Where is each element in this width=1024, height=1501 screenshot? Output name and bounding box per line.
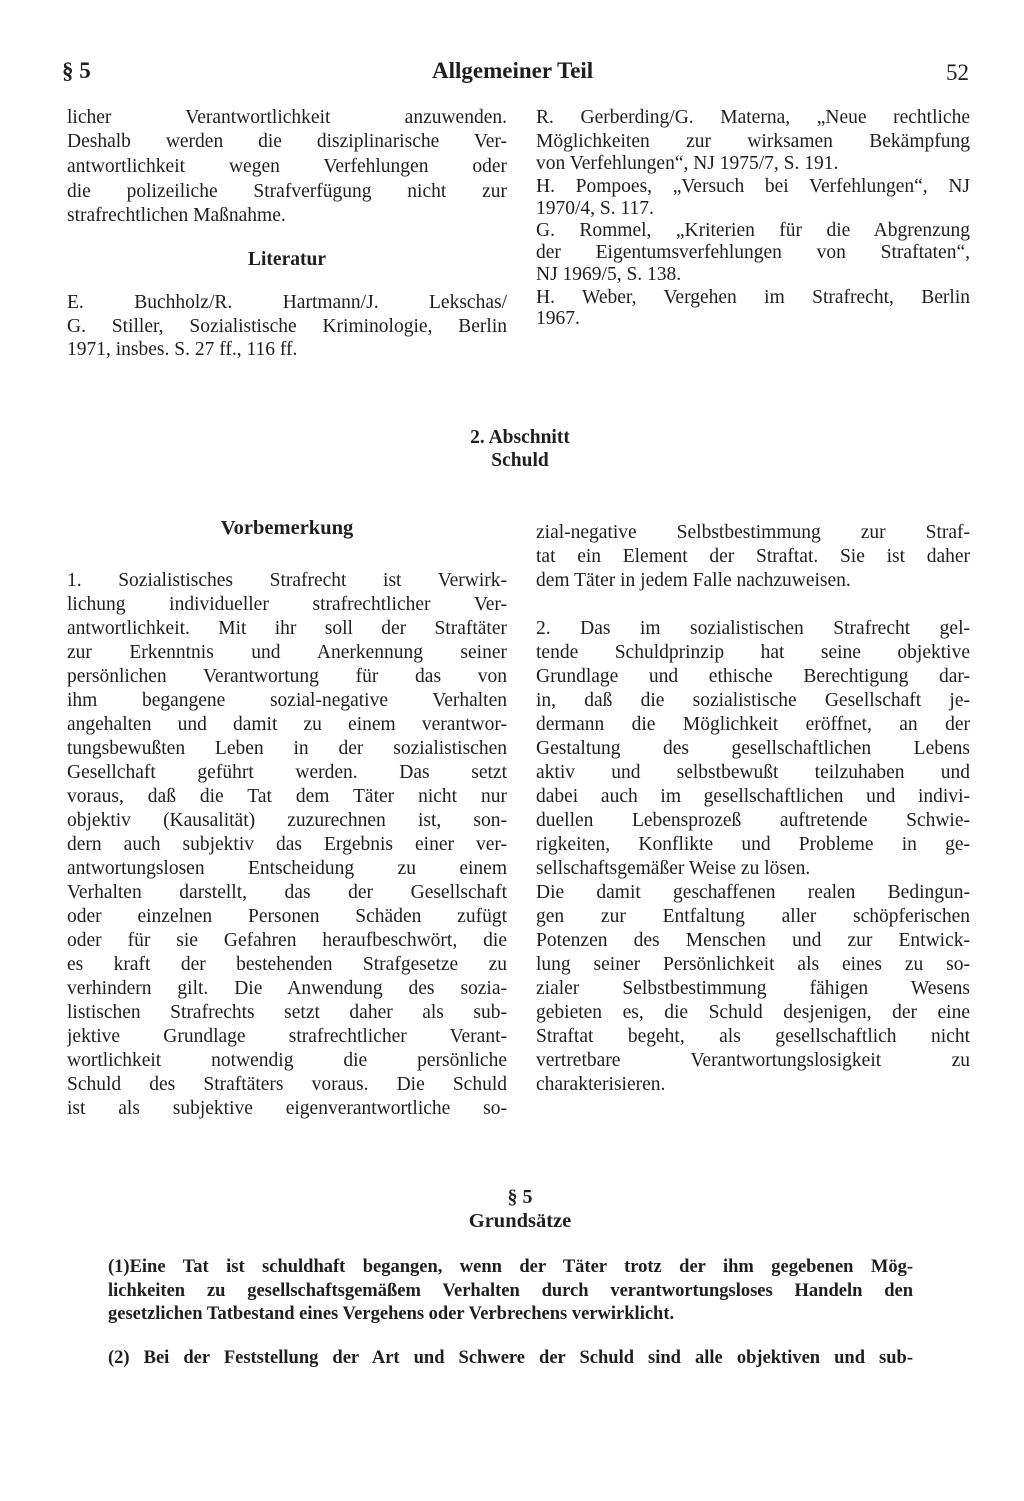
- chapter-title: Schuld: [491, 450, 549, 471]
- body-line: Straftat begeht, als gesellschaftlich nicht: [536, 1026, 970, 1047]
- body-line: tende Schuldprinzip hat seine objektive: [536, 642, 970, 663]
- body-line: Die damit geschaffenen realen Bedingun-: [536, 882, 970, 903]
- body-line: ist als subjektive eigenverantwortliche so-: [67, 1098, 507, 1119]
- body-line: antwortlichkeit. Mit ihr soll der Straftäter: [67, 618, 507, 639]
- text-line: die polizeiliche Strafverfügung nicht zur: [67, 181, 507, 202]
- paragraph-title: Grundsätze: [468, 1210, 572, 1232]
- text-line: strafrechtlichen Maßnahme.: [67, 205, 286, 226]
- literature-entry-line: G. Stiller, Sozialistische Kriminologie, Berlin: [67, 316, 507, 337]
- body-line: Potenzen des Menschen und zur Entwick-: [536, 930, 970, 951]
- literature-entry-line: 1971, insbes. S. 27 ff., 116 ff.: [67, 339, 298, 360]
- body-line: rigkeiten, Konflikte und Probleme in ge-: [536, 834, 970, 855]
- body-line: vertretbare Verantwortungslosigkeit zu: [536, 1050, 970, 1071]
- body-line: Gesellchaft geführt werden. Das setzt: [67, 762, 507, 783]
- body-line: oder für sie Gefahren heraufbeschwört, die: [67, 930, 507, 951]
- body-line: dermann die Möglichkeit eröffnet, an der: [536, 714, 970, 735]
- statute-line: (1)Eine Tat ist schuldhaft begangen, wenn der Täter trotz der ihm gegebenen Mög-: [108, 1257, 913, 1277]
- literature-entry-line: H. Pompoes, „Versuch bei Verfehlungen“, NJ: [536, 176, 970, 197]
- literature-entry-line: G. Rommel, „Kriterien für die Abgrenzung: [536, 220, 970, 241]
- running-header-section: § 5: [62, 58, 91, 83]
- body-line: angehalten und damit zu einem verantwor-: [67, 714, 507, 735]
- literature-entry-line: 1970/4, S. 117.: [536, 198, 654, 219]
- vorbemerkung-heading: Vorbemerkung: [220, 517, 354, 539]
- body-line: Gestaltung des gesellschaftlichen Lebens: [536, 738, 970, 759]
- body-line: listischen Strafrechts setzt daher als sub-: [67, 1002, 507, 1023]
- text-line: antwortlichkeit wegen Verfehlungen oder: [67, 156, 507, 177]
- body-line: 1. Sozialistisches Strafrecht ist Verwirk-: [67, 570, 507, 591]
- body-line: sellschaftsgemäßer Weise zu lösen.: [536, 858, 811, 879]
- body-line: persönlichen Verantwortung für das von: [67, 666, 507, 687]
- body-line: zur Erkenntnis und Anerkennung seiner: [67, 642, 507, 663]
- page-number: 52: [946, 60, 969, 85]
- paragraph-number: § 5: [507, 1186, 533, 1208]
- body-line: verhindern gilt. Die Anwendung des sozia-: [67, 978, 507, 999]
- body-line: ihm begangene sozial-negative Verhalten: [67, 690, 507, 711]
- literature-entry-line: von Verfehlungen“, NJ 1975/7, S. 191.: [536, 153, 839, 174]
- literature-entry-line: E. Buchholz/R. Hartmann/J. Lekschas/: [67, 292, 507, 313]
- body-line: zialer Selbstbestimmung fähigen Wesens: [536, 978, 970, 999]
- statute-line: gesetzlichen Tatbestand eines Vergehens oder Verbrechens verwirklicht.: [108, 1304, 675, 1324]
- body-line: es kraft der bestehenden Strafgesetze zu: [67, 954, 507, 975]
- statute-line: lichkeiten zu gesellschaftsgemäßem Verhalten durch verantwortungsloses Handeln den: [108, 1281, 913, 1301]
- literature-entry-line: 1967.: [536, 308, 580, 329]
- running-header-title: Allgemeiner Teil: [432, 58, 594, 83]
- body-line: tat ein Element der Straftat. Sie ist daher: [536, 546, 970, 567]
- body-line: charakterisieren.: [536, 1074, 666, 1095]
- body-line: dern auch subjektiv das Ergebnis einer ver-: [67, 834, 507, 855]
- body-line: dabei auch im gesellschaftlichen und indivi-: [536, 786, 970, 807]
- text-line: Deshalb werden die disziplinarische Ver-: [67, 131, 507, 152]
- literatur-heading: Literatur: [248, 249, 326, 270]
- body-line: wortlichkeit notwendig die persönliche: [67, 1050, 507, 1071]
- text-line: licher Verantwortlichkeit anzuwenden.: [67, 107, 507, 128]
- body-line: aktiv und selbstbewußt teilzuhaben und: [536, 762, 970, 783]
- body-line: gebieten es, die Schuld desjenigen, der eine: [536, 1002, 970, 1023]
- body-line: tungsbewußten Leben in der sozialistischen: [67, 738, 507, 759]
- body-line: 2. Das im sozialistischen Strafrecht gel-: [536, 618, 970, 639]
- literature-entry-line: der Eigentumsverfehlungen von Straftaten“,: [536, 242, 970, 263]
- body-line: voraus, daß die Tat dem Täter nicht nur: [67, 786, 507, 807]
- body-line: gen zur Entfaltung aller schöpferischen: [536, 906, 970, 927]
- body-line: lichung individueller strafrechtlicher Ver-: [67, 594, 507, 615]
- literature-entry-line: NJ 1969/5, S. 138.: [536, 264, 682, 285]
- body-line: Grundlage und ethische Berechtigung dar-: [536, 666, 970, 687]
- literature-entry-line: H. Weber, Vergehen im Strafrecht, Berlin: [536, 287, 970, 308]
- literature-entry-line: R. Gerberding/G. Materna, „Neue rechtliche: [536, 107, 970, 128]
- body-line: objektiv (Kausalität) zuzurechnen ist, son-: [67, 810, 507, 831]
- body-line: lung seiner Persönlichkeit als eines zu so-: [536, 954, 970, 975]
- body-line: dem Täter in jedem Falle nachzuweisen.: [536, 570, 851, 591]
- body-line: Schuld des Straftäters voraus. Die Schuld: [67, 1074, 507, 1095]
- body-line: oder einzelnen Personen Schäden zufügt: [67, 906, 507, 927]
- body-line: jektive Grundlage strafrechtlicher Verant-: [67, 1026, 507, 1047]
- body-line: antwortungslosen Entscheidung zu einem: [67, 858, 507, 879]
- literature-entry-line: Möglichkeiten zur wirksamen Bekämpfung: [536, 131, 970, 152]
- body-line: in, daß die sozialistische Gesellschaft je-: [536, 690, 970, 711]
- body-line: duellen Lebensprozeß auftretende Schwie-: [536, 810, 970, 831]
- body-line: Verhalten darstellt, das der Gesellschaft: [67, 882, 507, 903]
- body-line: zial-negative Selbstbestimmung zur Straf-: [536, 522, 970, 543]
- statute-line: (2) Bei der Feststellung der Art und Schwere der Schuld sind alle objektiven und sub-: [108, 1348, 913, 1368]
- chapter-number: 2. Abschnitt: [470, 427, 570, 448]
